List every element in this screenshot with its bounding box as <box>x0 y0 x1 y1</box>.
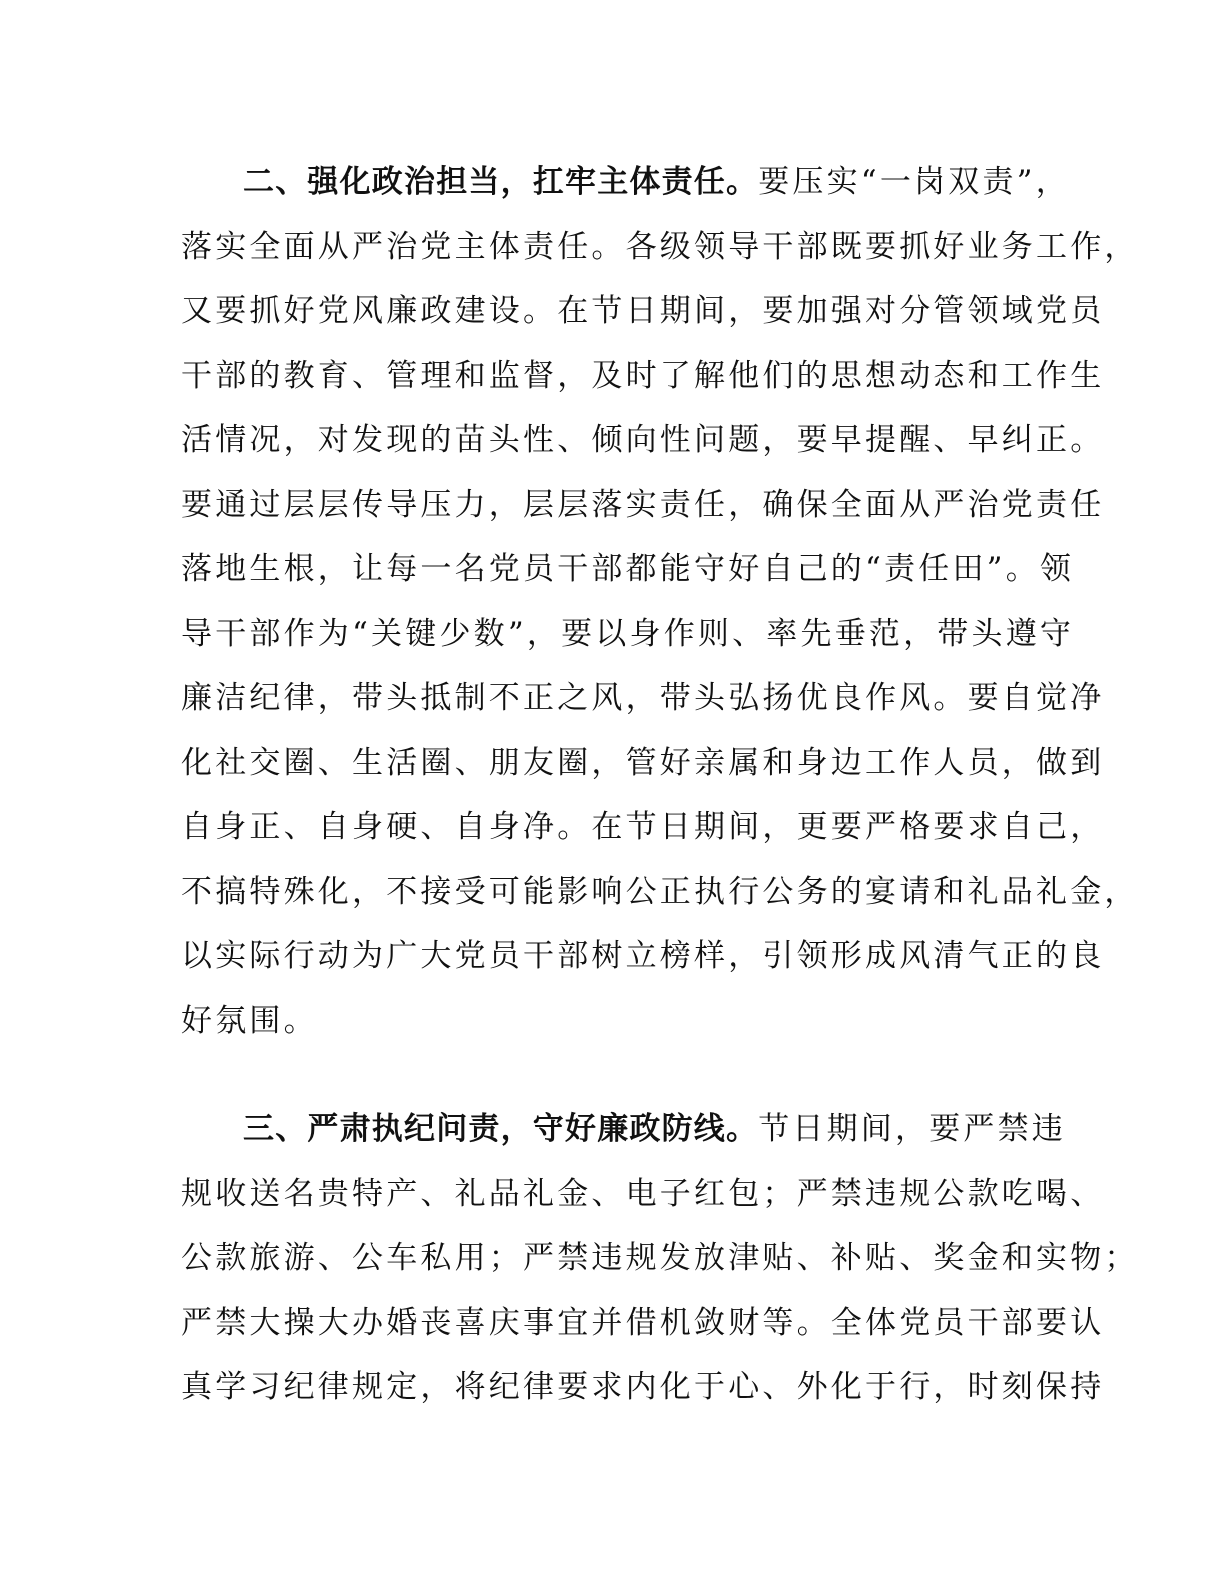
section-3-heading: 三、严肃执纪问责，守好廉政防线。 <box>243 1111 759 1147</box>
paragraph-line: 廉洁纪律，带头抵制不正之风，带头弘扬优良作风。要自觉净 <box>181 680 1105 716</box>
paragraph-line: 自身正、自身硬、自身净。在节日期间，更要严格要求自己， <box>181 809 1105 845</box>
paragraph-line: 化社交圈、生活圈、朋友圈，管好亲属和身边工作人员，做到 <box>181 744 1105 781</box>
paragraph-spacer <box>181 1053 1051 1097</box>
paragraph-line: 公款旅游、公车私用；严禁违规发放津贴、补贴、奖金和实物； <box>181 1240 1139 1276</box>
paragraph-line: 要通过层层传导压力，层层落实责任，确保全面从严治党责任 <box>181 486 1105 523</box>
paragraph-first-line <box>181 150 1070 215</box>
paragraph-first-line <box>181 1097 1067 1162</box>
paragraph-text: 节日期间，要严禁违 <box>758 1111 1067 1147</box>
section-2-paragraph <box>181 150 1139 1053</box>
document-page <box>181 150 1139 1420</box>
paragraph-line: 真学习纪律规定，将纪律要求内化于心、外化于行，时刻保持 <box>181 1369 1105 1405</box>
section-2-heading: 二、强化政治担当，扛牢主体责任。 <box>243 164 759 200</box>
paragraph-line: 干部的教育、管理和监督，及时了解他们的思想动态和工作生 <box>181 357 1105 394</box>
paragraph-line: 好氛围。 <box>181 1002 318 1039</box>
paragraph-line: 落实全面从严治党主体责任。各级领导干部既要抓好业务工作， <box>181 228 1139 265</box>
paragraph-line: 严禁大操大办婚丧喜庆事宜并借机敛财等。全体党员干部要认 <box>181 1304 1105 1341</box>
paragraph-line: 又要抓好党风廉政建设。在节日期间，要加强对分管领域党员 <box>181 293 1105 329</box>
paragraph-line: 不搞特殊化，不接受可能影响公正执行公务的宴请和礼品礼金， <box>181 873 1139 910</box>
paragraph-line: 规收送名贵特产、礼品礼金、电子红包；严禁违规公款吃喝、 <box>181 1175 1105 1212</box>
paragraph-line: 导干部作为“关键少数”，要以身作则、率先垂范，带头遵守 <box>181 615 1075 652</box>
paragraph-line: 落地生根，让每一名党员干部都能守好自己的“责任田”。领 <box>181 551 1075 587</box>
paragraph-text: 要压实“一岗双责”， <box>758 164 1070 200</box>
paragraph-line: 活情况，对发现的苗头性、倾向性问题，要早提醒、早纠正。 <box>181 422 1105 458</box>
section-3-paragraph <box>181 1097 1139 1420</box>
paragraph-line: 以实际行动为广大党员干部树立榜样，引领形成风清气正的良 <box>181 938 1105 974</box>
